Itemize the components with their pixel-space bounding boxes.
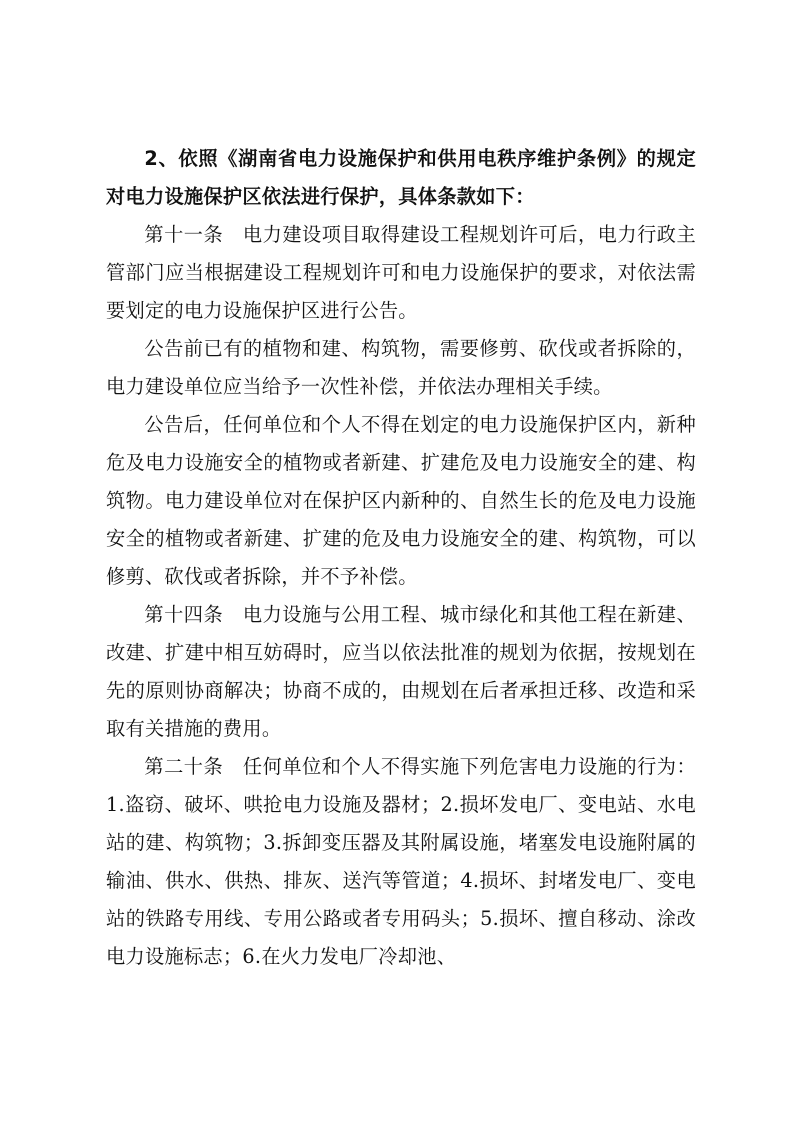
- after-notice-paragraph: 公告后，任何单位和个人不得在划定的电力设施保护区内，新种危及电力设施安全的植物或者新建、扩建危及电力设施安全的建、构筑物。电力建设单位对在保护区内新种的、自然生长的危及电力设施安全的植物或者新建、扩建的危及电力设施安全的建、构筑物，可以修剪、砍伐或者拆除，并不予补偿。: [106, 413, 696, 588]
- document-page: [106, 140, 696, 976]
- section-heading: 2、依照《湖南省电力设施保护和供用电秩序维护条例》的规定对电力设施保护区依法进行保护，具体条款如下：: [106, 147, 696, 208]
- article-11-paragraph: 第十一条 电力建设项目取得建设工程规划许可后，电力行政主管部门应当根据建设工程规划许可和电力设施保护的要求，对依法需要划定的电力设施保护区进行公告。: [106, 223, 696, 322]
- article-20-paragraph: 第二十条 任何单位和个人不得实施下列危害电力设施的行为：1.盗窃、破坏、哄抢电力设施及器材；2.损坏发电厂、变电站、水电站的建、构筑物；3.拆卸变压器及其附属设施，堵塞发电设施附属的输油、供水、供热、排灰、送汽等管道；4.损坏、封堵发电厂、变电站的铁路专用线、专用公路或者专用码头；5.损坏、擅自移动、涂改电力设施标志；6.在火力发电厂冷却池、: [106, 755, 696, 968]
- article-14-paragraph: 第十四条 电力设施与公用工程、城市绿化和其他工程在新建、改建、扩建中相互妨碍时，应当以依法批准的规划为依据，按规划在先的原则协商解决；协商不成的，由规划在后者承担迁移、改造和采取有关措施的费用。: [106, 603, 696, 740]
- compensation-before-notice-paragraph: 公告前已有的植物和建、构筑物，需要修剪、砍伐或者拆除的，电力建设单位应当给予一次性补偿，并依法办理相关手续。: [106, 337, 696, 398]
